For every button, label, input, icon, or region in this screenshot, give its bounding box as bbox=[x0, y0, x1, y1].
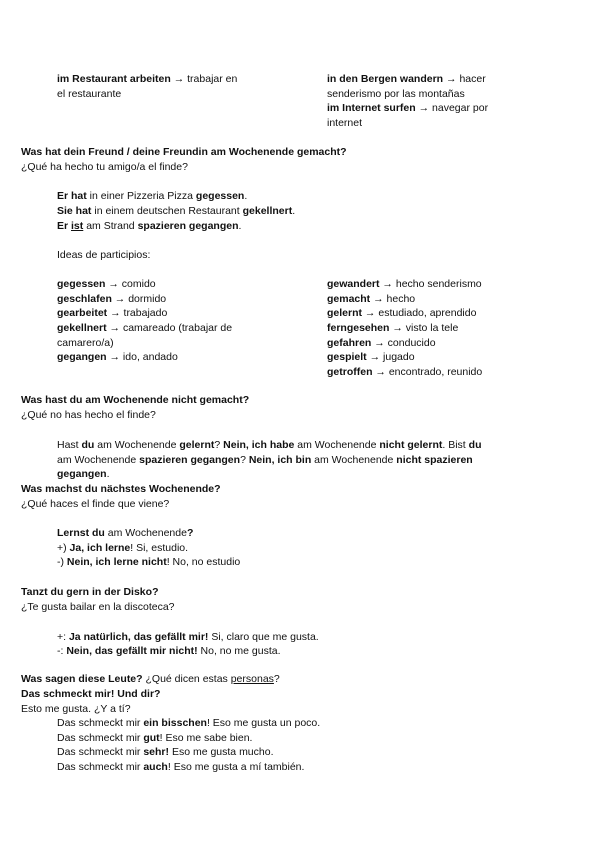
section2-translation: ¿Qué no has hecho el finde? bbox=[21, 409, 156, 421]
answer-yes: +: Ja natürlich, das gefällt mir! Si, claro que me gusta. bbox=[57, 631, 319, 643]
section4-heading: Tanzt du gern in der Disko? bbox=[21, 586, 159, 598]
taste-item: Das schmeckt mir gut! Eso me sabe bien. bbox=[57, 732, 253, 744]
section5-heading: Was sagen diese Leute? ¿Qué dicen estas personas? bbox=[21, 673, 280, 685]
participle-item: gewandert → hecho senderismo bbox=[327, 278, 482, 290]
section1-translation: ¿Qué ha hecho tu amigo/a el finde? bbox=[21, 161, 188, 173]
top-left-line-1: im Restaurant arbeiten → trabajar en bbox=[57, 73, 238, 85]
section2-heading: Was hast du am Wochenende nicht gemacht? bbox=[21, 394, 250, 406]
taste-item: Das schmeckt mir ein bisschen! Eso me gusta un poco. bbox=[57, 717, 321, 729]
top-left-line-2: el restaurante bbox=[57, 88, 122, 100]
section3-heading: Was machst du nächstes Wochenende? bbox=[21, 483, 221, 495]
answer-yes: +) Ja, ich lerne! Si, estudio. bbox=[57, 542, 189, 554]
section1-heading: Was hat dein Freund / deine Freundin am Wochenende gemacht? bbox=[21, 146, 347, 158]
participle-item: gearbeitet → trabajado bbox=[57, 307, 168, 319]
participle-item: gefahren → conducido bbox=[327, 337, 436, 349]
top-right-line-3: im Internet surfen → navegar por bbox=[327, 102, 489, 114]
section5-line-2: Das schmeckt mir! Und dir? bbox=[21, 688, 161, 700]
section4-translation: ¿Te gusta bailar en la discoteca? bbox=[21, 601, 175, 613]
participle-item: geschlafen → dormido bbox=[57, 293, 167, 305]
participle-item: gegangen → ido, andado bbox=[57, 351, 178, 363]
taste-item: Das schmeckt mir sehr! Eso me gusta mucho. bbox=[57, 746, 274, 758]
participle-item: gekellnert → camareado (trabajar de bbox=[57, 322, 233, 334]
section3-translation: ¿Qué haces el finde que viene? bbox=[21, 498, 170, 510]
dialogue-line: am Wochenende spazieren gegangen? Nein, ich bin am Wochenende nicht spazieren bbox=[57, 454, 473, 466]
section5-line-3: Esto me gusta. ¿Y a tí? bbox=[21, 703, 131, 715]
answer-no: -) Nein, ich lerne nicht! No, no estudio bbox=[57, 556, 241, 568]
example-sentence: Sie hat in einem deutschen Restaurant gekellnert. bbox=[57, 205, 296, 217]
ideas-label: Ideas de participios: bbox=[57, 249, 151, 261]
example-sentence: Er hat in einer Pizzeria Pizza gegessen. bbox=[57, 190, 248, 202]
participle-item: ferngesehen → visto la tele bbox=[327, 322, 459, 334]
question-line: Lernst du am Wochenende? bbox=[57, 527, 194, 539]
participle-item: gespielt → jugado bbox=[327, 351, 415, 363]
dialogue-line: Hast du am Wochenende gelernt? Nein, ich habe am Wochenende nicht gelernt. Bist du bbox=[57, 439, 482, 451]
answer-no: -: Nein, das gefällt mir nicht! No, no me gusta. bbox=[57, 645, 281, 657]
top-right-line-2: senderismo por las montañas bbox=[327, 88, 465, 100]
top-right-line-4: internet bbox=[327, 117, 363, 129]
dialogue-line: gegangen. bbox=[57, 468, 110, 480]
example-sentence: Er ist am Strand spazieren gegangen. bbox=[57, 220, 242, 232]
participle-item: gelernt → estudiado, aprendido bbox=[327, 307, 477, 319]
participle-item: getroffen → encontrado, reunido bbox=[327, 366, 483, 378]
participle-item: gemacht → hecho bbox=[327, 293, 416, 305]
top-right-line-1: in den Bergen wandern → hacer bbox=[327, 73, 486, 85]
participle-item: gegessen → comido bbox=[57, 278, 156, 290]
taste-item: Das schmeckt mir auch! Eso me gusta a mí también. bbox=[57, 761, 305, 773]
participle-item: camarero/a) bbox=[57, 337, 114, 349]
